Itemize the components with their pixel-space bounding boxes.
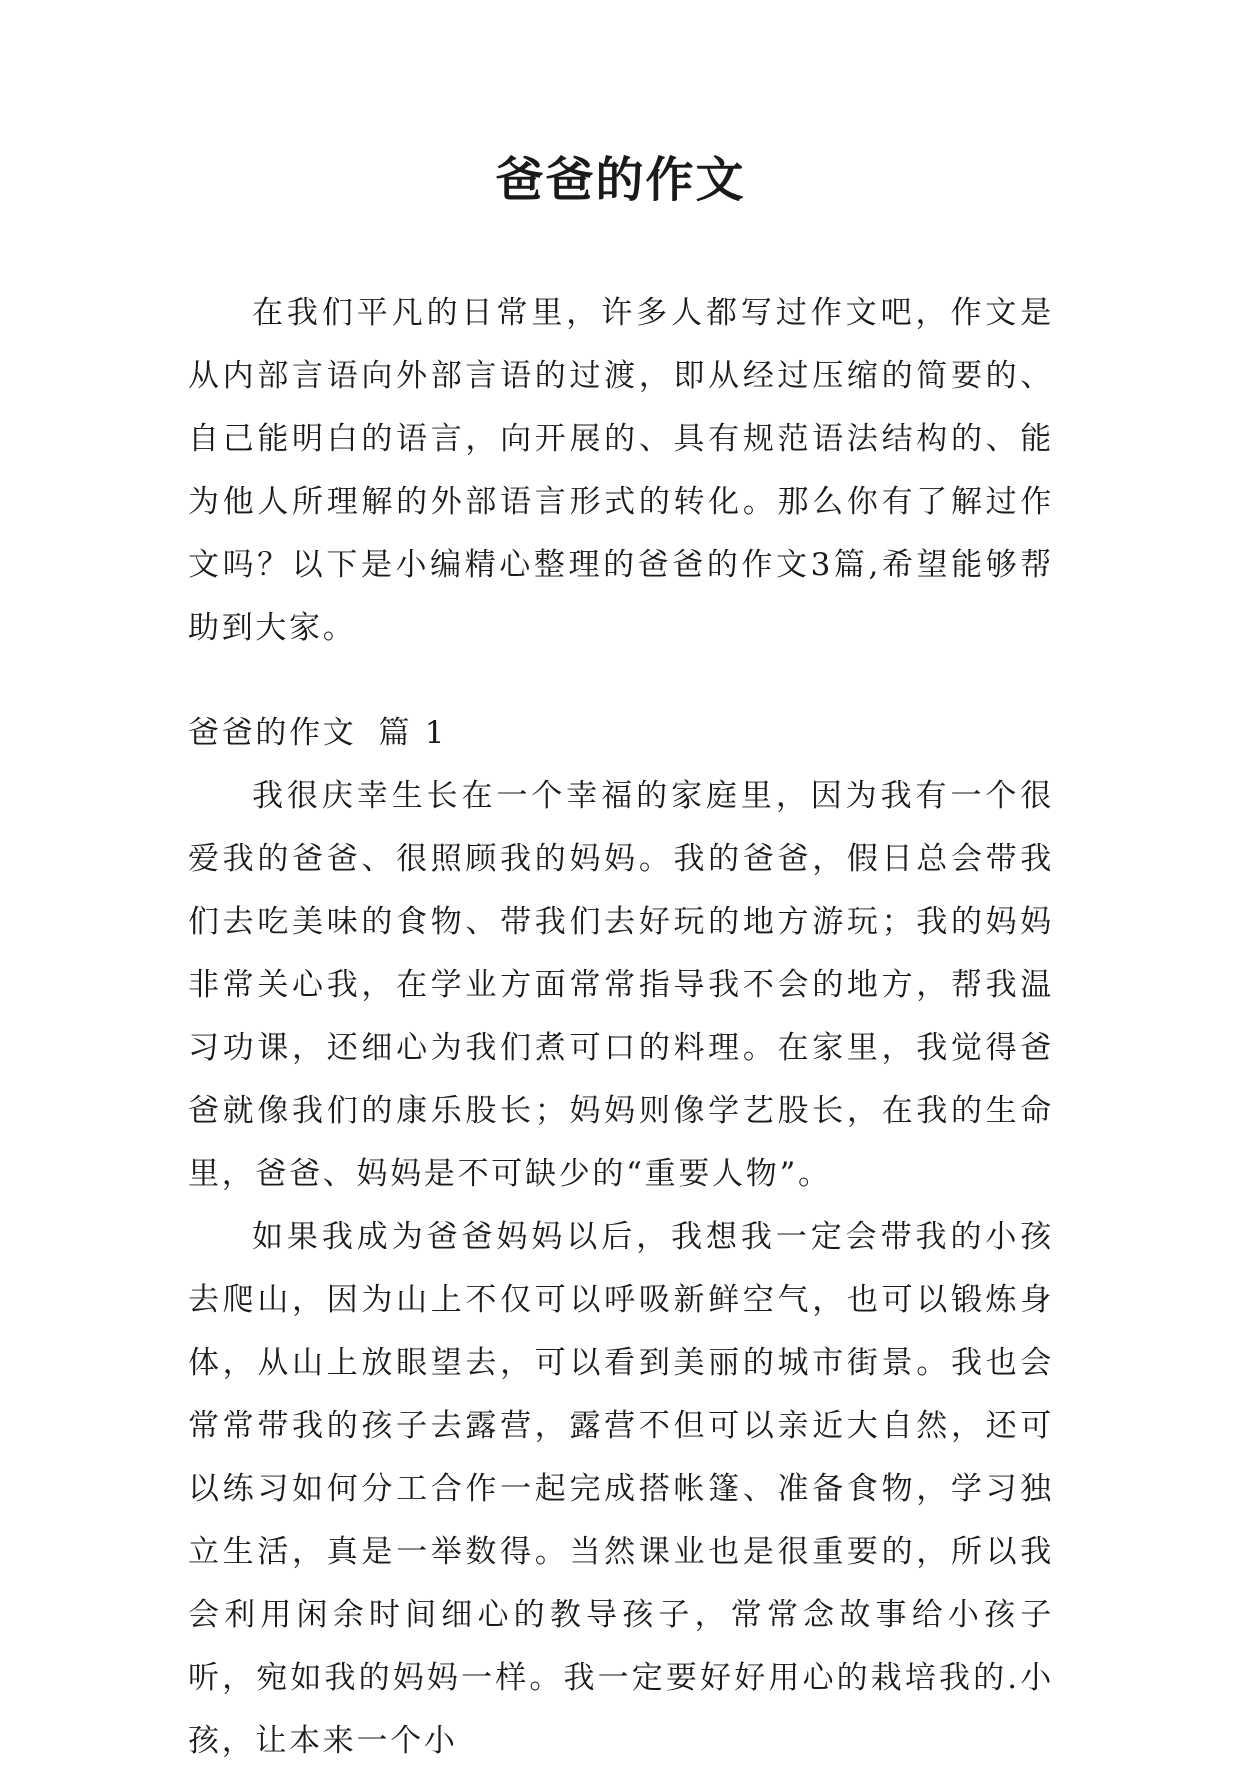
document-body xyxy=(188,282,1054,1773)
intro-paragraph: 在我们平凡的日常里，许多人都写过作文吧，作文是从内部言语向外部言语的过渡，即从经过压缩的简要的、自己能明白的语言，向开展的、具有规范语法结构的、能为他人所理解的外部语言形式的转化。那么你有了解过作文吗？以下是小编精心整理的爸爸的作文3篇,希望能够帮助到大家。 xyxy=(188,295,1054,646)
section-heading xyxy=(188,702,1054,765)
section-heading-title: 爸爸的作文 xyxy=(188,715,357,751)
document-title: 爸爸的作文 xyxy=(495,152,746,208)
section-paragraph-2: 如果我成为爸爸妈妈以后，我想我一定会带我的小孩去爬山，因为山上不仅可以呼吸新鲜空气，也可以锻炼身体，从山上放眼望去，可以看到美丽的城市街景。我也会常常带我的孩子去露营，露营不但可以亲近大自然，还可以练习如何分工合作一起完成搭帐篷、准备食物，学习独立生活，真是一举数得。当然课业也是很重要的，所以我会利用闲余时间细心的教导孩子，常常念故事给小孩子听，宛如我的妈妈一样。我一定要好好用心的栽培我的.小孩，让本来一个小 xyxy=(188,1219,1054,1759)
section-heading-number: 篇 1 xyxy=(378,715,448,751)
section-paragraph-1: 我很庆幸生长在一个幸福的家庭里，因为我有一个很爱我的爸爸、很照顾我的妈妈。我的爸爸，假日总会带我们去吃美味的食物、带我们去好玩的地方游玩；我的妈妈非常关心我，在学业方面常常指导我不会的地方，帮我温习功课，还细心为我们煮可口的料理。在家里，我觉得爸爸就像我们的康乐股长；妈妈则像学艺股长，在我的生命里，爸爸、妈妈是不可缺少的“重要人物”。 xyxy=(188,778,1054,1192)
